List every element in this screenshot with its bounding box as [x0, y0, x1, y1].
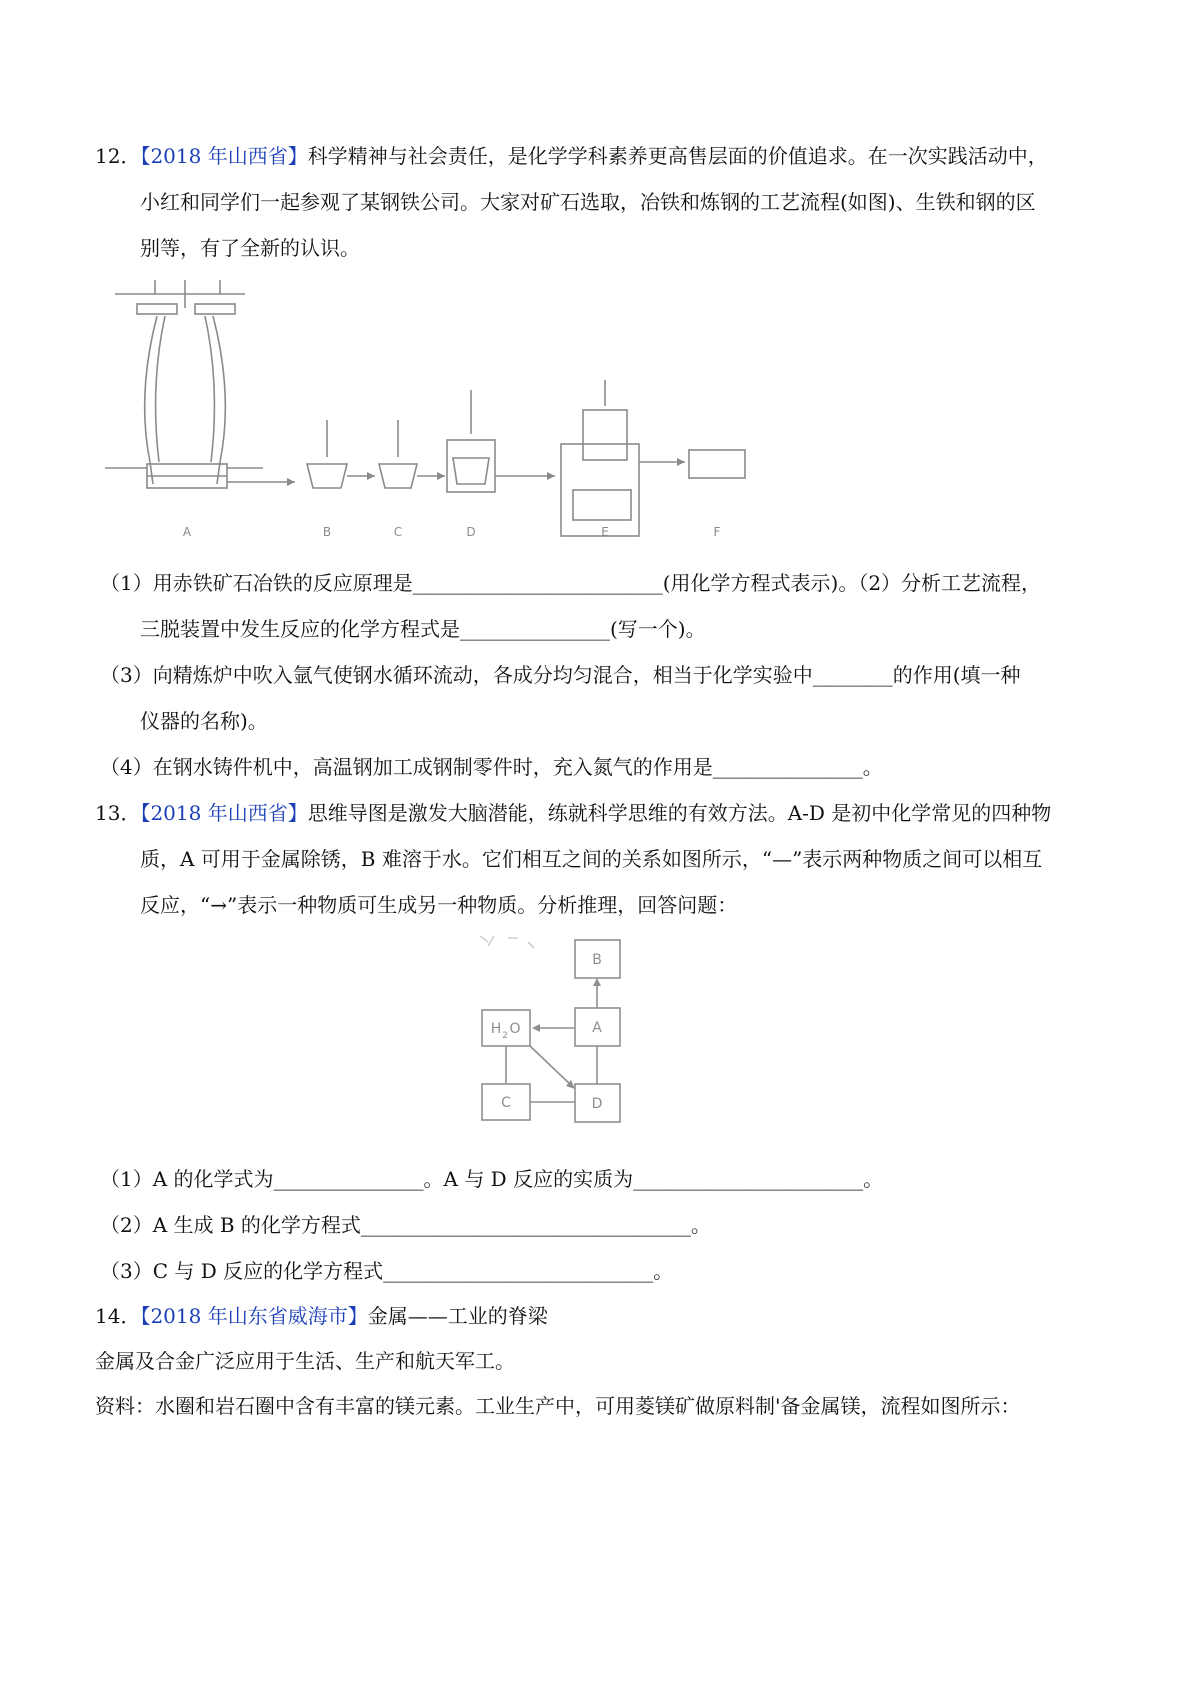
label-d: D	[466, 525, 476, 539]
node-h2o-h: H	[490, 1021, 502, 1037]
q14-line-1	[95, 1303, 548, 1329]
q13-text-1: 思维导图是激发大脑潜能，练就科学思维的有效方法。A-D 是初中化学常见的四种物	[307, 801, 1052, 825]
q14-line-3: 资料：水圈和岩石圈中含有丰富的镁元素。工业生产中，可用菱镁矿做原料制'备金属镁，流程如图所示：	[95, 1394, 1021, 1418]
node-h2o-o: O	[509, 1021, 521, 1037]
q12-source: 【2018 年山西省】	[140, 144, 308, 168]
q12-sub-3a: （3）向精炼炉中吹入氩气使钢水循环流动，各成分均匀混合，相当于化学实验中________的作用(填一种	[100, 663, 1021, 687]
q14-source: 【2018 年山东省威海市】	[140, 1304, 368, 1328]
q14-line-2: 金属及合金广泛应用于生活、生产和航天军工。	[95, 1349, 515, 1373]
label-e: E	[601, 525, 609, 539]
q13-source: 【2018 年山西省】	[140, 801, 308, 825]
q12-sub-3b: 仪器的名称)。	[140, 709, 268, 733]
q14-number: 14．	[95, 1304, 141, 1328]
q12-sub-1a: （1）用赤铁矿石冶铁的反应原理是_________________________(用化学方程式表示)。（2）分析工艺流程，	[100, 571, 1042, 595]
node-c: C	[501, 1095, 511, 1111]
node-d: D	[591, 1096, 603, 1112]
q13-text-3: 反应，“→”表示一种物质可生成另一种物质。分析推理，回答问题：	[140, 893, 738, 917]
label-b: B	[322, 525, 332, 539]
q12-sub-4: （4）在钢水铸件机中，高温钢加工成钢制零件时，充入氮气的作用是_______________。	[100, 755, 883, 779]
q12-line-1	[95, 143, 1048, 169]
q13-text-2: 质，A 可用于金属除锈，B 难溶于水。它们相互之间的关系如图所示，“—”表示两种物质之间可以相互	[140, 847, 1043, 871]
q13-sub-3: （3）C 与 D 反应的化学方程式___________________________。	[100, 1259, 674, 1283]
product-f	[689, 450, 745, 478]
node-b: B	[592, 952, 602, 968]
label-c: C	[393, 525, 403, 539]
node-h2o-sub: 2	[502, 1031, 508, 1041]
q12-number: 12．	[95, 144, 141, 168]
q12-text-3: 别等，有了全新的认识。	[140, 236, 360, 260]
q13-sub-1: （1）A 的化学式为_______________。A 与 D 反应的实质为_______________________。	[100, 1167, 884, 1191]
q12-process-diagram	[95, 272, 775, 551]
q12-text-1: 科学精神与社会责任，是化学学科素养更高售层面的价值追求。在一次实践活动中，	[307, 144, 1048, 168]
q12-sub-1b: 三脱装置中发生反应的化学方程式是_______________(写一个)。	[140, 617, 706, 641]
q12-process-svg	[95, 272, 775, 547]
q13-number: 13．	[95, 801, 141, 825]
crucible-b	[307, 464, 347, 488]
label-a: A	[182, 525, 192, 539]
q12-text-2: 小红和同学们一起参观了某钢铁公司。大家对矿石选取，冶铁和炼钢的工艺流程(如图)、生铁和钢的区	[140, 190, 1036, 214]
q13-sub-2: （2）A 生成 B 的化学方程式_________________________________。	[100, 1213, 711, 1237]
node-a: A	[592, 1020, 602, 1036]
label-f: F	[713, 525, 721, 539]
q14-title: 金属——工业的脊梁	[367, 1304, 548, 1328]
q13-relation-svg	[460, 928, 640, 1148]
q13-relation-diagram	[460, 928, 640, 1152]
crucible-c	[379, 464, 417, 488]
q13-line-1	[95, 800, 1051, 826]
